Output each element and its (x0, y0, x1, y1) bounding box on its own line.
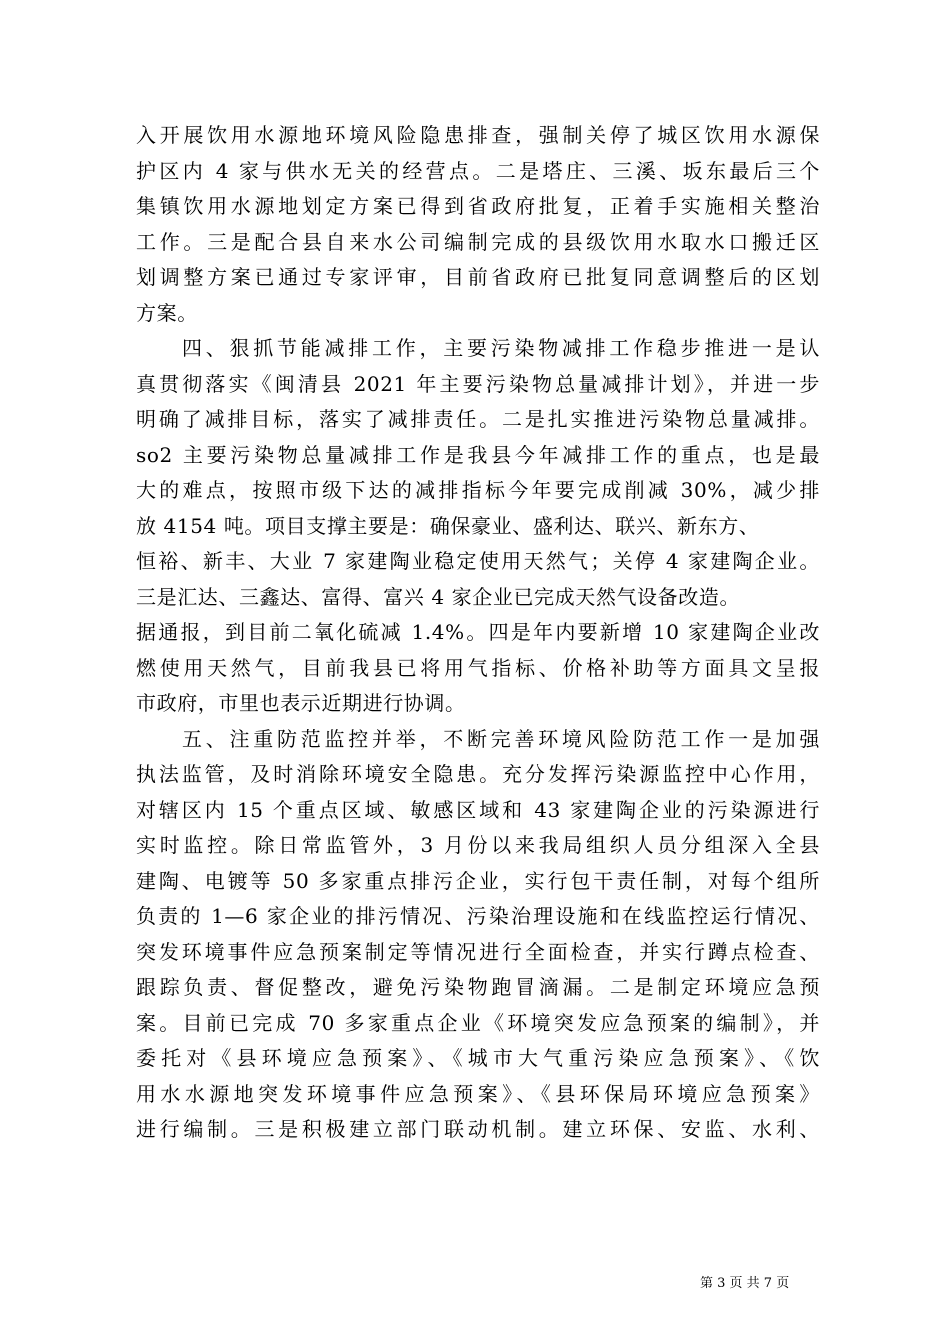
paragraph-first-line: 四、狠抓节能减排工作，主要污染物减排工作稳步推进一是认 (182, 336, 820, 360)
text-line: 突发环境事件应急预案制定等情况进行全面检查，并实行蹲点检查、 (136, 939, 820, 964)
text-line: 工作。三是配合县自来水公司编制完成的县级饮用水取水口搬迁区 (136, 229, 820, 254)
text-line: 大的难点，按照市级下达的减排指标今年要完成削减 30%，减少排 (136, 478, 820, 502)
text-line: 真贯彻落实《闽清县 2021 年主要污染物总量减排计划》，并进一步 (136, 371, 820, 396)
text-line: 三是汇达、三鑫达、富得、富兴 4 家企业已完成天然气设备改造。 (136, 584, 741, 609)
text-line: 对辖区内 15 个重点区域、敏感区域和 43 家建陶企业的污染源进行 (136, 797, 820, 822)
text-line: 方案。 (136, 300, 198, 325)
text-line: 恒裕、新丰、大业 7 家建陶业稳定使用天然气；关停 4 家建陶企业。 (136, 549, 820, 573)
text-line: 用水水源地突发环境事件应急预案》、《县环保局环境应急预案》 (136, 1081, 820, 1106)
text-line: 执法监管，及时消除环境安全隐患。充分发挥污染源监控中心作用， (136, 762, 820, 786)
text-line: 进行编制。三是积极建立部门联动机制。建立环保、安监、水利、 (136, 1117, 820, 1141)
text-line: 入开展饮用水源地环境风险隐患排查，强制关停了城区饮用水源保 (136, 123, 820, 147)
text-line: 燃使用天然气，目前我县已将用气指标、价格补助等方面具文呈报 (136, 655, 820, 680)
text-line: 实时监控。除日常监管外，3 月份以来我局组织人员分组深入全县 (136, 833, 820, 857)
text-line: so2 主要污染物总量减排工作是我县今年减排工作的重点，也是最 (136, 442, 820, 467)
text-line: 护区内 4 家与供水无关的经营点。二是塔庄、三溪、坂东最后三个 (136, 158, 820, 183)
text-line: 据通报，到目前二氧化硫减 1.4%。四是年内要新增 10 家建陶企业改 (136, 620, 820, 644)
text-line: 明确了减排目标，落实了减排责任。二是扎实推进污染物总量减排。 (136, 407, 820, 431)
text-line: 放 4154 吨。项目支撑主要是：确保豪业、盛利达、联兴、新东方、 (136, 513, 760, 538)
text-line: 市政府，市里也表示近期进行协调。 (136, 691, 466, 715)
text-line: 跟踪负责、督促整改，避免污染物跑冒滴漏。二是制定环境应急预 (136, 975, 820, 999)
text-line: 划调整方案已通过专家评审，目前省政府已批复同意调整后的区划 (136, 265, 820, 289)
text-line: 集镇饮用水源地划定方案已得到省政府批复，正着手实施相关整治 (136, 194, 820, 218)
document-body (136, 118, 820, 1148)
text-line: 负责的 1—6 家企业的排污情况、污染治理设施和在线监控运行情况、 (136, 904, 820, 928)
text-line: 委托对《县环境应急预案》、《城市大气重污染应急预案》、《饮 (136, 1046, 820, 1070)
text-line: 建陶、电镀等 50 多家重点排污企业，实行包干责任制，对每个组所 (136, 868, 820, 893)
page-number: 第 3 页 共 7 页 (700, 1276, 790, 1291)
paragraph-first-line: 五、注重防范监控并举，不断完善环境风险防范工作一是加强 (182, 726, 820, 751)
text-line: 案。目前已完成 70 多家重点企业《环境突发应急预案的编制》，并 (136, 1010, 820, 1035)
